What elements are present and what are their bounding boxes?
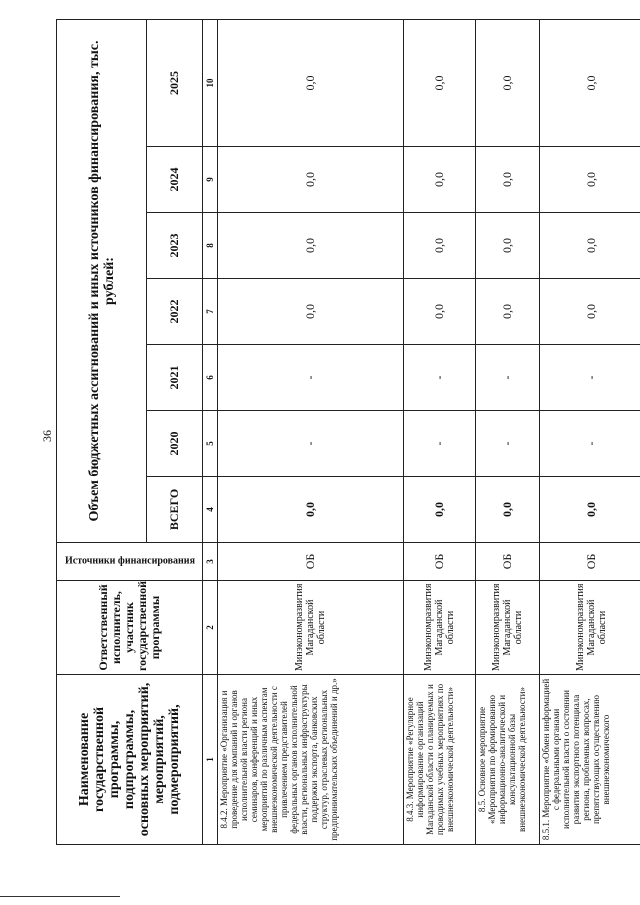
row-value: 0,0 bbox=[404, 279, 476, 345]
header-volume: Объем бюджетных ассигнований и иных источников финансирования, тыс. рублей: bbox=[57, 20, 147, 543]
header-year: 2023 bbox=[147, 213, 203, 279]
row-total: 0,0 bbox=[476, 477, 540, 543]
table-row bbox=[476, 20, 540, 845]
row-executor: Минэкономразвития Магаданской области bbox=[404, 581, 476, 675]
row-name: 8.4.3. Мероприятие «Регулярное информирование организаций Магаданской области о планируемых и проводимых учебных мероприятиях по внешнеэкономической деятельности» bbox=[404, 675, 476, 845]
row-total: 0,0 bbox=[540, 477, 640, 543]
row-value: 0,0 bbox=[404, 213, 476, 279]
row-value: - bbox=[476, 411, 540, 477]
row-value: 0,0 bbox=[218, 213, 404, 279]
row-executor: Минэкономразвития Магаданской области bbox=[218, 581, 404, 675]
row-value: 0,0 bbox=[540, 20, 640, 147]
row-value: 0,0 bbox=[218, 147, 404, 213]
column-number: 5 bbox=[203, 411, 218, 477]
row-source: ОБ bbox=[540, 543, 640, 581]
column-number: 2 bbox=[203, 581, 218, 675]
row-value: 0,0 bbox=[218, 20, 404, 147]
scan-edge-line bbox=[0, 896, 120, 897]
row-value: 0,0 bbox=[476, 20, 540, 147]
row-value: 0,0 bbox=[476, 213, 540, 279]
row-source: ОБ bbox=[218, 543, 404, 581]
row-name: 8.4.2. Мероприятие «Организация и проведение для компаний и органов исполнительной власти региона семинаров, конференций и иных мероприятий по различным аспектам внешнеэкономической деятельности с привлечением представителей федеральных органов исполнительной власти, региональных инфраструктуры поддержки экспорта, банковских структур, отраслевых региональных предпринимательских объединений и др.» bbox=[218, 675, 404, 845]
header-name: Наименование государственной программы, подпрограммы, основных мероприятий, мероприятий, подмероприятий, bbox=[57, 675, 203, 845]
table-row bbox=[404, 20, 476, 845]
row-value: - bbox=[476, 345, 540, 411]
column-number: 9 bbox=[203, 147, 218, 213]
row-value: 0,0 bbox=[476, 279, 540, 345]
row-total: 0,0 bbox=[404, 477, 476, 543]
row-value: - bbox=[540, 345, 640, 411]
row-name: 8.5. Основное мероприятие «Мероприятия по формированию информационно-аналитической и консультационной базы внешнеэкономической деятельности» bbox=[476, 675, 540, 845]
header-executor: Ответственный исполнитель, участник государственной программы bbox=[57, 581, 203, 675]
row-value: 0,0 bbox=[540, 279, 640, 345]
row-value: - bbox=[218, 345, 404, 411]
column-number: 7 bbox=[203, 279, 218, 345]
row-executor: Минэкономразвития Магаданской области bbox=[476, 581, 540, 675]
row-source: ОБ bbox=[476, 543, 540, 581]
row-value: 0,0 bbox=[540, 147, 640, 213]
row-value: - bbox=[404, 345, 476, 411]
header-source: Источники финансирования bbox=[64, 556, 195, 567]
header-year: 2022 bbox=[147, 279, 203, 345]
row-source: ОБ bbox=[404, 543, 476, 581]
column-number: 3 bbox=[203, 543, 218, 581]
row-name: 8.5.1. Мероприятие «Обмен информацией с федеральными органами исполнительной власти о состоянии развития экспортного потенциала региона, проблемных вопросах, препятствующих осуществлению внешнеэкономического bbox=[540, 675, 640, 845]
header-source-cell bbox=[57, 543, 203, 581]
row-value: 0,0 bbox=[218, 279, 404, 345]
table-row bbox=[218, 20, 404, 845]
header-year: 2021 bbox=[147, 345, 203, 411]
funding-table bbox=[56, 19, 640, 845]
column-number: 6 bbox=[203, 345, 218, 411]
row-value: - bbox=[218, 411, 404, 477]
rotated-table-container bbox=[56, 20, 640, 845]
header-year: 2025 bbox=[147, 20, 203, 147]
header-total: ВСЕГО bbox=[147, 477, 203, 543]
page-number: 36 bbox=[40, 430, 54, 442]
header-year: 2024 bbox=[147, 147, 203, 213]
column-number: 10 bbox=[203, 20, 218, 147]
column-number: 8 bbox=[203, 213, 218, 279]
row-value: 0,0 bbox=[540, 213, 640, 279]
row-value: - bbox=[404, 411, 476, 477]
row-value: 0,0 bbox=[404, 147, 476, 213]
row-total: 0,0 bbox=[218, 477, 404, 543]
row-value: 0,0 bbox=[404, 20, 476, 147]
row-value: 0,0 bbox=[476, 147, 540, 213]
column-number: 1 bbox=[203, 675, 218, 845]
header-year: 2020 bbox=[147, 411, 203, 477]
table-row bbox=[540, 20, 640, 845]
row-executor: Минэкономразвития Магаданской области bbox=[540, 581, 640, 675]
row-value: - bbox=[540, 411, 640, 477]
column-number: 4 bbox=[203, 477, 218, 543]
